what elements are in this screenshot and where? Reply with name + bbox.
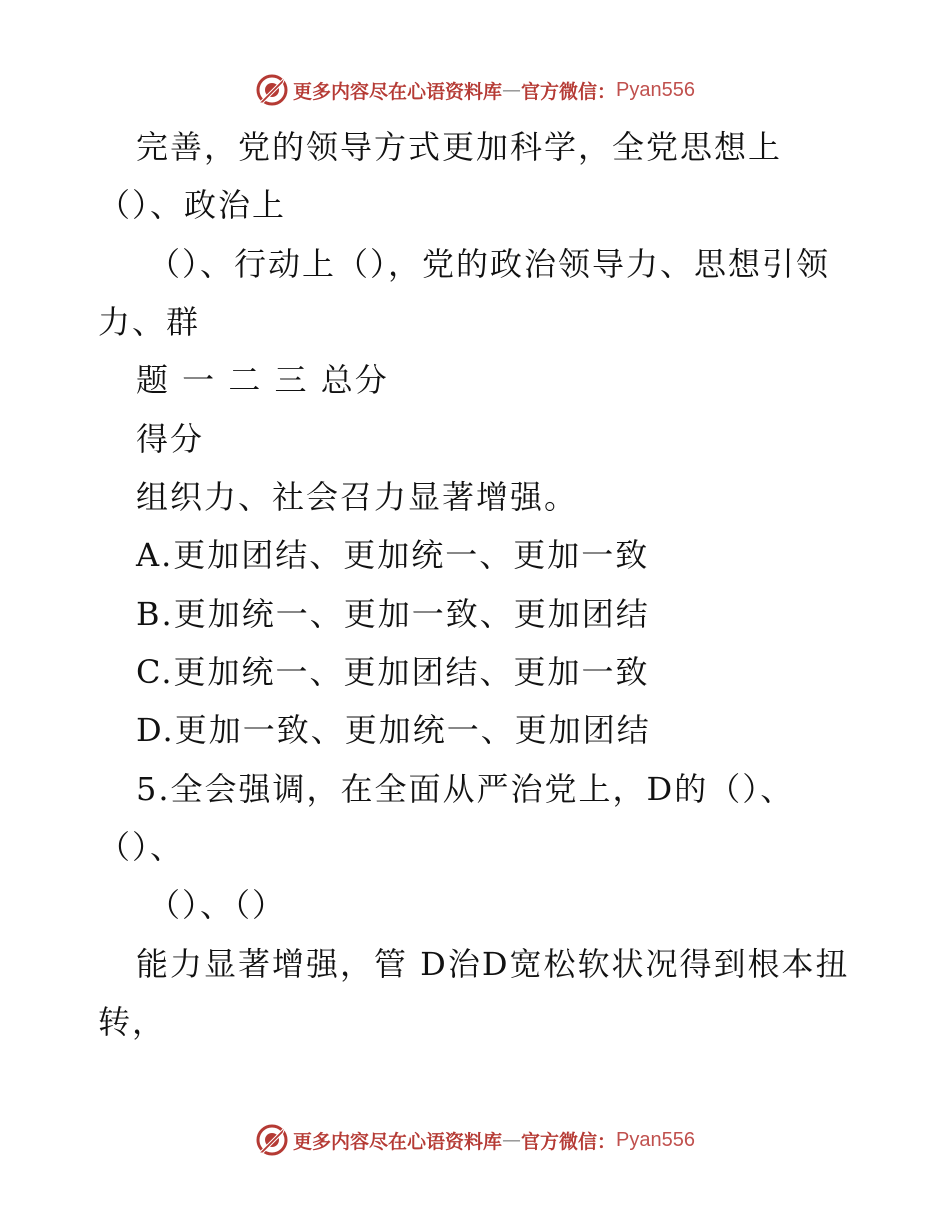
header-watermark [0,70,950,110]
quill-ink-logo-icon [255,73,289,107]
text-line-4: 力、群 [98,303,201,341]
score-table-row-label: 得分 [136,420,205,458]
question-5: 5.全会强调，在全面从严治党上，D的（）、 [136,770,795,808]
text-line-15: 能力显著增强，管 D治D宽松软状况得到根本扭 [136,945,850,983]
text-line-2: （）、政治上 [98,186,287,224]
score-table-header: 题 一 二 三 总分 [136,361,389,399]
text-line-1: 完善，党的领导方式更加科学，全党思想上 [136,128,783,166]
text-line-3: （）、行动上（），党的政治领导力、思想引领 [148,245,831,283]
watermark-separator: — [502,79,522,101]
watermark-brand-text: 更多内容尽在心语资料库 [293,80,503,103]
option-c: C.更加统一、更加团结、更加一致 [136,653,650,691]
watermark-wechat-label: 官方微信： [521,80,617,103]
option-d: D.更加一致、更加统一、更加团结 [136,711,651,749]
text-line-14: （）、（） [148,886,287,924]
watermark-wechat-id: Pyan556 [616,78,695,101]
option-a: A.更加团结、更加统一、更加一致 [136,536,650,574]
text-line-16: 转， [98,1003,167,1041]
text-line-7: 组织力、社会召力显著增强。 [136,478,579,516]
watermark-wechat-label: 官方微信： [521,1130,617,1153]
watermark-brand-text: 更多内容尽在心语资料库 [293,1130,503,1153]
watermark-wechat-id: Pyan556 [616,1128,695,1151]
option-b: B.更加统一、更加一致、更加团结 [136,595,650,633]
quill-ink-logo-icon [255,1123,289,1157]
watermark-separator: — [502,1129,522,1151]
footer-watermark [0,1120,950,1160]
text-line-13: （）、 [98,828,185,866]
